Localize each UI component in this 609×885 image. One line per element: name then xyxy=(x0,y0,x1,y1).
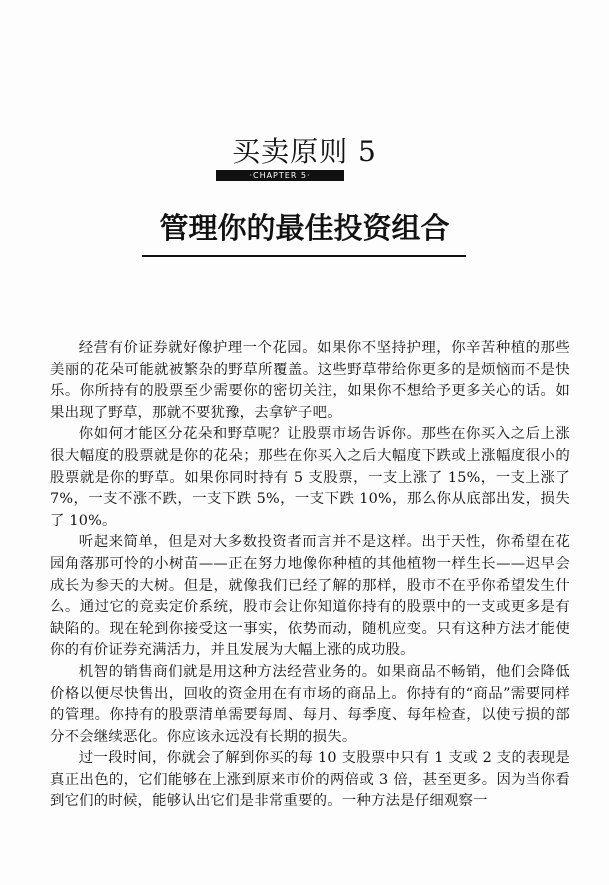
paragraph: 你如何才能区分花朵和野草呢？让股票市场告诉你。那些在你买入之后上涨很大幅度的股票就是你的花朵；那些在你买入之后大幅度下跌或上涨幅度很小的股票就是你的野草。如果你同时持有 5 支股票，一支上涨了 15%，一支上涨了 7%，一支不涨不跌，一支下跌 5%，一支下跌 10%，那么你从底部出发，损失了 10%。 xyxy=(50,426,570,529)
chapter-label-bar: ·CHAPTER 5· xyxy=(216,170,344,181)
page-title: 管理你的最佳投资组合 xyxy=(159,211,450,245)
chapter-heading xyxy=(0,136,609,168)
chapter-title: 买卖原则 5 xyxy=(232,135,377,168)
paragraph: 听起来简单，但是对大多数投资者而言并不是这样。出于天性，你希望在花园角落那可怜的小树苗——正在努力地像你种植的其他植物一样生长——迟早会成长为参天的大树。但是，就像我们已经了解的那样，股市不在乎你希望发生什么。通过它的竞卖定价系统，股市会让你知道你持有的股票中的一支或更多是有缺陷的。现在轮到你接受这一事实，依势而动，随机应变。只有这种方法才能使你的有价证券充满活力，并且发展为大幅上涨的成功股。 xyxy=(50,534,570,659)
paragraph: 过一段时间，你就会了解到你买的每 10 支股票中只有 1 支或 2 支的表现是真正出色的，它们能够在上涨到原来市价的两倍或 3 倍，甚至更多。因为当你看到它们的时候，能够认出它们是非常重要的。一种方法是仔细观察一 xyxy=(50,750,570,810)
title-underline xyxy=(142,255,466,257)
paragraph: 经营有价证券就好像护理一个花园。如果你不坚持护理，你辛苦种植的那些美丽的花朵可能就被繁杂的野草所覆盖。这些野草带给你更多的是烦恼而不是快乐。你所持有的股票至少需要你的密切关注，如果你不想给予更多关心的话。如果出现了野草，那就不要犹豫，去拿铲子吧。 xyxy=(50,340,570,421)
body-text xyxy=(50,338,570,813)
paragraph: 机智的销售商们就是用这种方法经营业务的。如果商品不畅销，他们会降低价格以便尽快售出，回收的资金用在有市场的商品上。你持有的“商品”需要同样的管理。你持有的股票清单需要每周、每月、每季度、每年检查，以使亏损的部分不会继续恶化。你应该永远没有长期的损失。 xyxy=(50,663,570,745)
